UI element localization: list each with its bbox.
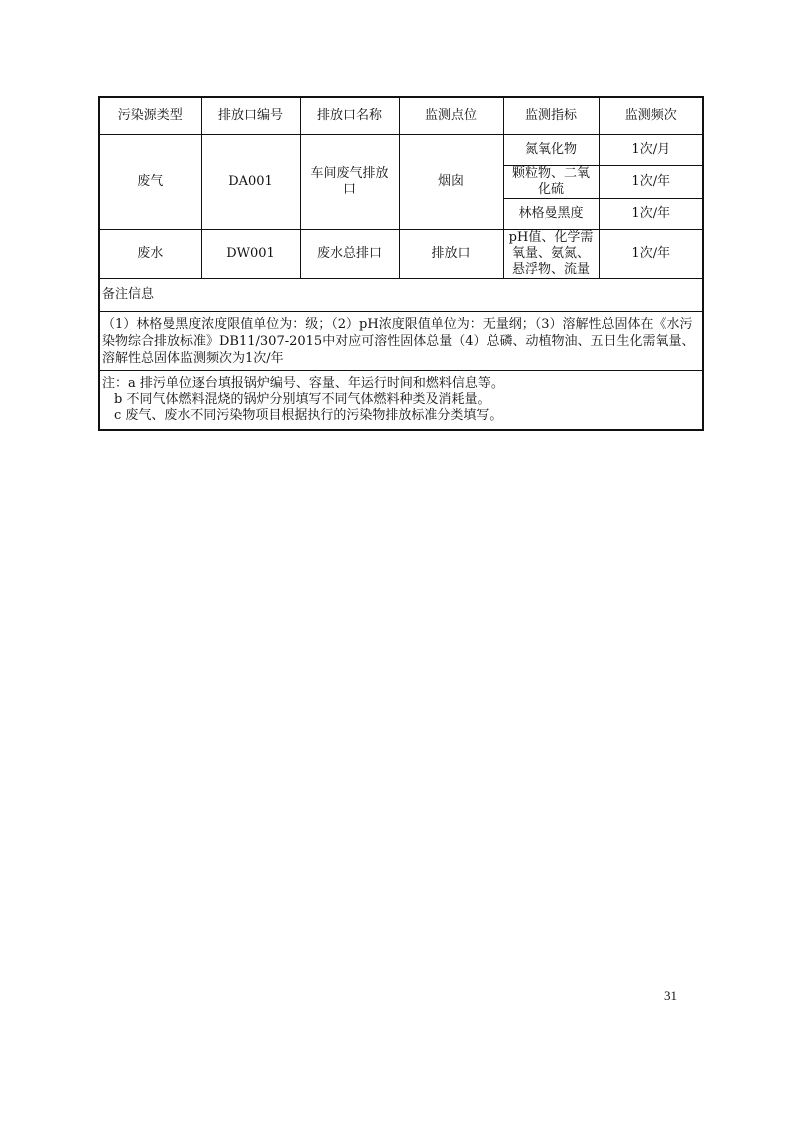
gas-outlet-id: DA001 (201, 135, 300, 230)
water-monitoring-point: 排放口 (399, 230, 503, 279)
gas-outlet-name: 车间废气排放口 (300, 135, 399, 230)
notes-cell (99, 371, 703, 431)
remarks-text: （1）林格曼黑度浓度限值单位为：级；（2）pH浓度限值单位为：无量纲；（3）溶解性总固体在《水污染物综合排放标准》DB11/307-2015中对应可溶性固体总量（4）总磷、动植物油、五日生化需氧量、溶解性总固体监测频次为1次/年 (99, 312, 703, 371)
remarks-label-row (99, 279, 703, 312)
water-outlet-id: DW001 (201, 230, 300, 279)
note-b: b 不同气体燃料混烧的锅炉分别填写不同气体燃料种类及消耗量。 (114, 392, 491, 407)
header-frequency: 监测频次 (599, 97, 703, 135)
gas-monitoring-point: 烟囱 (399, 135, 503, 230)
gas-indicator: 林格曼黑度 (503, 199, 599, 230)
header-indicator: 监测指标 (503, 97, 599, 135)
water-source-type: 废水 (99, 230, 201, 279)
water-frequency: 1次/年 (599, 230, 703, 279)
note-a: 注：a 排污单位逐台填报锅炉编号、容量、年运行时间和燃料信息等。 (102, 376, 504, 391)
gas-source-type: 废气 (99, 135, 201, 230)
gas-indicator: 颗粒物、二氧化硫 (503, 166, 599, 199)
table-row (99, 135, 703, 166)
water-outlet-name: 废水总排口 (300, 230, 399, 279)
gas-frequency: 1次/年 (599, 166, 703, 199)
remarks-text-row (99, 312, 703, 371)
gas-indicator: 氮氧化物 (503, 135, 599, 166)
monitoring-table (98, 96, 704, 431)
notes-row (99, 371, 703, 431)
header-source-type: 污染源类型 (99, 97, 201, 135)
remarks-label: 备注信息 (99, 279, 703, 312)
header-outlet-name: 排放口名称 (300, 97, 399, 135)
note-c: c 废气、废水不同污染物项目根据执行的污染物排放标准分类填写。 (114, 408, 503, 423)
gas-frequency: 1次/年 (599, 199, 703, 230)
header-outlet-id: 排放口编号 (201, 97, 300, 135)
table-header-row (99, 97, 703, 135)
page-number: 31 (664, 988, 677, 1003)
table-row (99, 230, 703, 279)
header-monitoring-point: 监测点位 (399, 97, 503, 135)
water-indicator: pH值、化学需氧量、氨氮、悬浮物、流量 (503, 230, 599, 279)
gas-frequency: 1次/月 (599, 135, 703, 166)
